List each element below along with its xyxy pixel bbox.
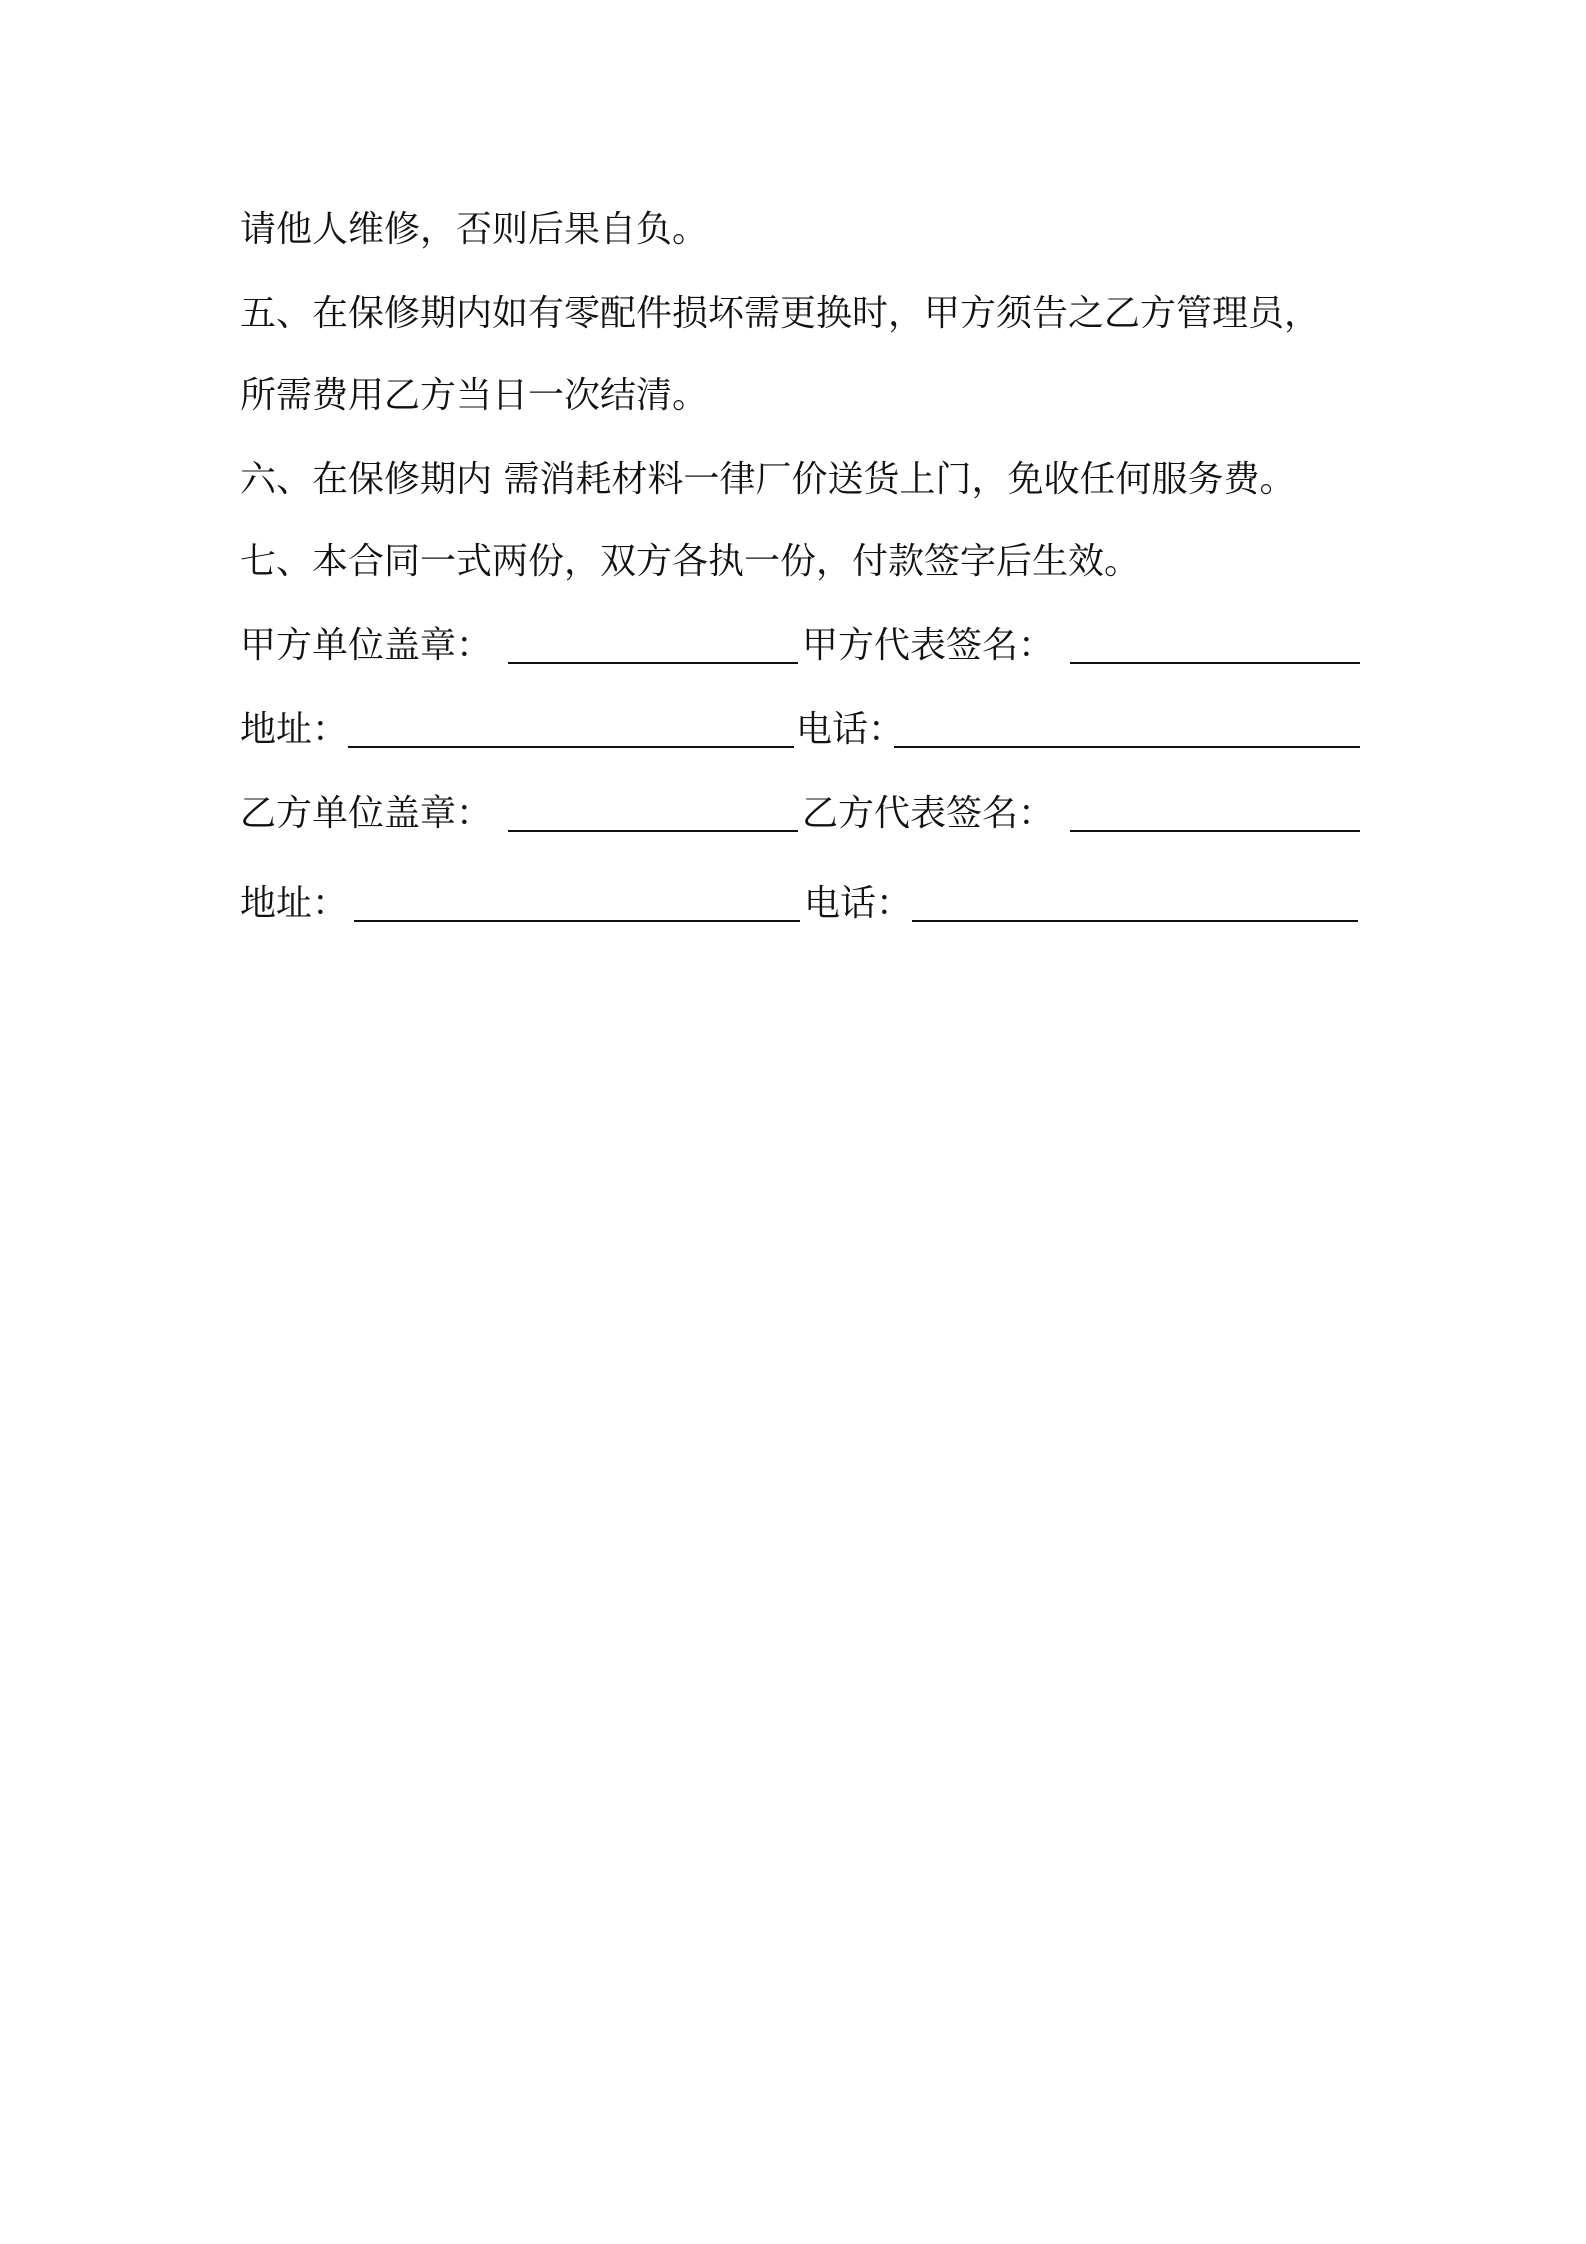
party-a-seal-field[interactable]	[508, 662, 798, 664]
party-b-seal-row	[240, 790, 1360, 838]
clause-six: 六、在保修期内 需消耗材料一律厂价送货上门，免收任何服务费。	[240, 459, 1296, 500]
party-a-contact-row	[240, 706, 1360, 754]
paragraph-repair-warning: 请他人维修，否则后果自负。	[240, 209, 709, 250]
party-a-seal-row	[240, 622, 1360, 670]
party-a-address-field[interactable]	[348, 746, 794, 748]
party-a-seal-label: 甲方单位盖章：	[240, 625, 493, 666]
party-a-phone-label: 电话：	[796, 709, 905, 750]
party-a-rep-label: 甲方代表签名：	[802, 625, 1055, 666]
party-b-seal-label: 乙方单位盖章：	[240, 793, 493, 834]
party-b-rep-signature-field[interactable]	[1070, 830, 1360, 832]
party-b-address-field[interactable]	[354, 920, 800, 922]
party-a-rep-signature-field[interactable]	[1070, 662, 1360, 664]
clause-seven: 七、本合同一式两份，双方各执一份，付款签字后生效。	[240, 541, 1141, 582]
party-b-address-label: 地址：	[240, 883, 349, 924]
party-b-rep-label: 乙方代表签名：	[802, 793, 1055, 834]
party-b-seal-field[interactable]	[508, 830, 798, 832]
party-a-phone-field[interactable]	[894, 746, 1360, 748]
party-a-address-label: 地址：	[240, 709, 349, 750]
clause-five-line-1: 五、在保修期内如有零配件损坏需更换时，甲方须告之乙方管理员，	[240, 293, 1321, 334]
party-b-phone-field[interactable]	[912, 920, 1358, 922]
party-b-phone-label: 电话：	[804, 883, 913, 924]
clause-five-line-2: 所需费用乙方当日一次结清。	[240, 375, 709, 416]
party-b-contact-row	[240, 880, 1360, 928]
